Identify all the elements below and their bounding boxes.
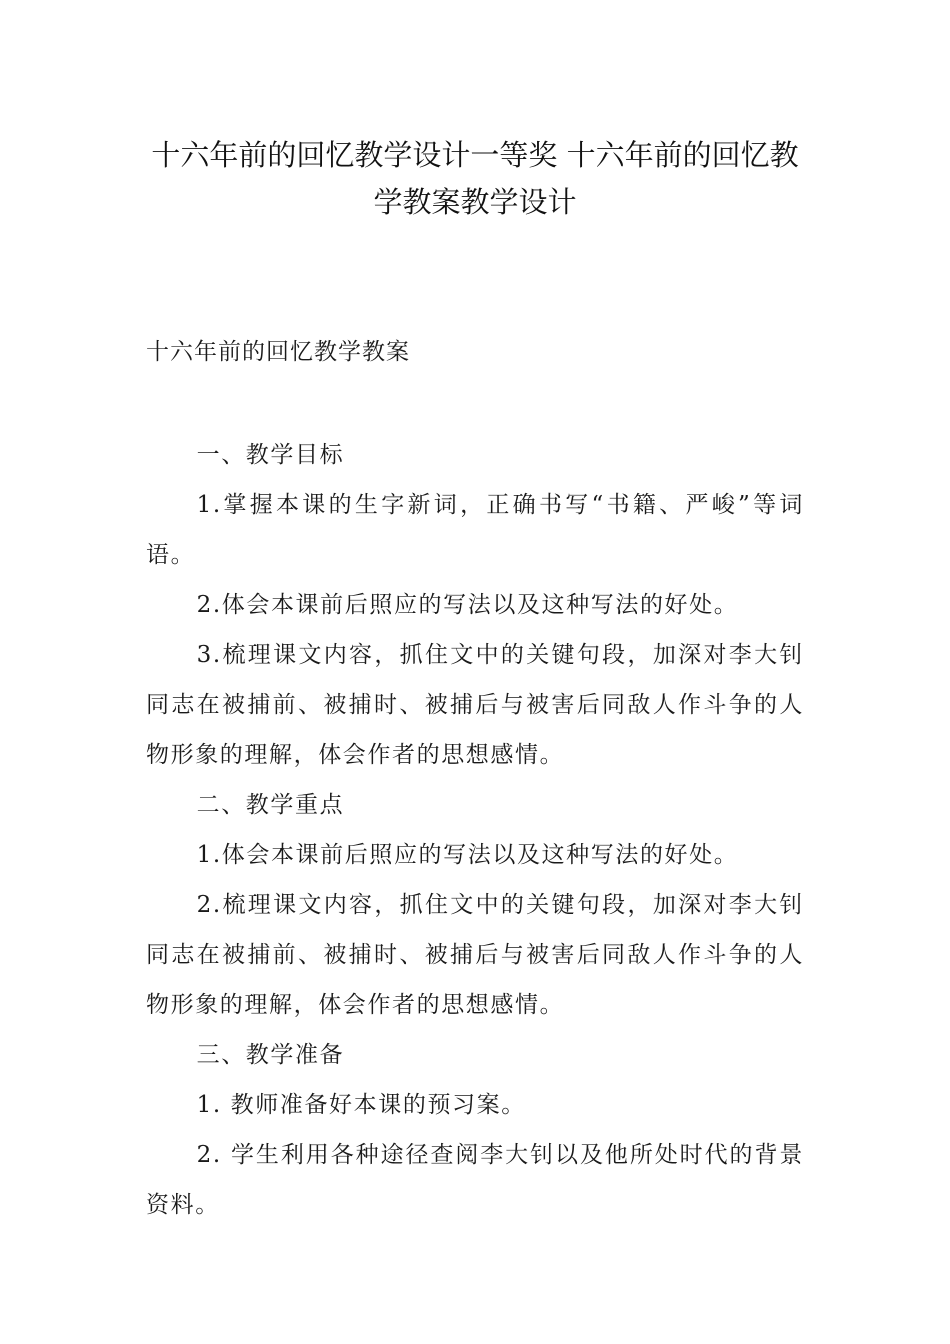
preparation-item-1: 1. 教师准备好本课的预习案。 <box>196 1092 526 1118</box>
document-title: 十六年前的回忆教学设计一等奖 十六年前的回忆教学教案教学设计 <box>151 138 799 219</box>
section-heading-objectives: 一、教学目标 <box>196 442 345 468</box>
preparation-item-2: 2. 学生利用各种途径查阅李大钊以及他所处时代的背景资料。 <box>146 1142 804 1218</box>
section-heading-preparation: 三、教学准备 <box>196 1042 345 1068</box>
document-body <box>146 430 804 1230</box>
objective-item-3: 3.梳理课文内容，抓住文中的关键句段，加深对李大钊同志在被捕前、被捕时、被捕后与被害后同敌人作斗争的人物形象的理解，体会作者的思想感情。 <box>146 642 804 768</box>
objective-item-1: 1.掌握本课的生字新词，正确书写“书籍、严峻”等词语。 <box>146 492 804 568</box>
objective-item-2: 2.体会本课前后照应的写法以及这种写法的好处。 <box>196 592 739 618</box>
document-subtitle: 十六年前的回忆教学教案 <box>146 339 410 365</box>
key-point-item-2: 2.梳理课文内容，抓住文中的关键句段，加深对李大钊同志在被捕前、被捕时、被捕后与被害后同敌人作斗争的人物形象的理解，体会作者的思想感情。 <box>146 892 804 1018</box>
key-point-item-1: 1.体会本课前后照应的写法以及这种写法的好处。 <box>196 842 739 868</box>
section-heading-key-points: 二、教学重点 <box>196 792 345 818</box>
